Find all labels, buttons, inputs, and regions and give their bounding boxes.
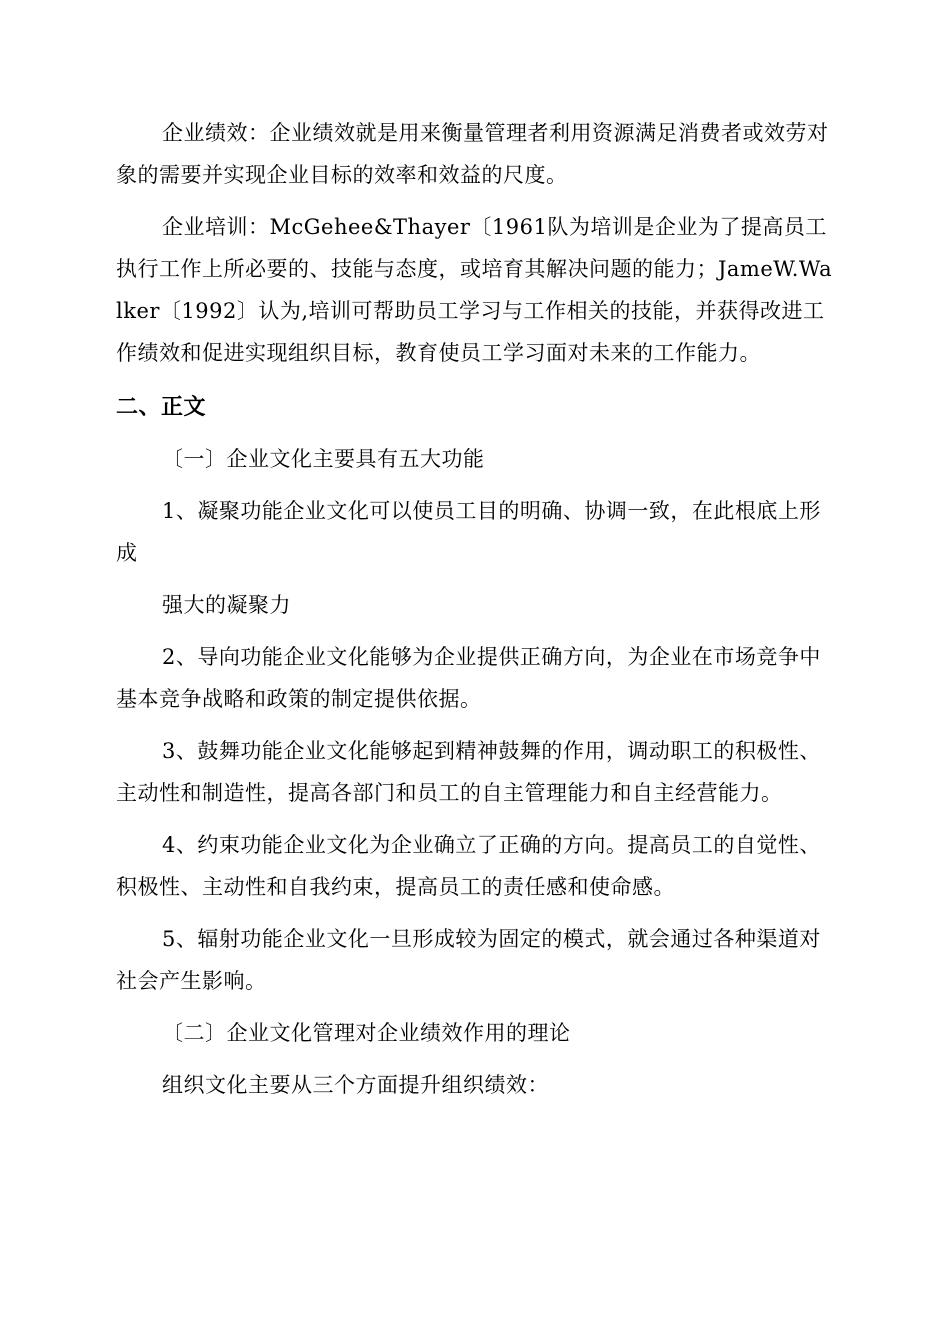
paragraph-enterprise-performance: 企业绩效：企业绩效就是用来衡量管理者利用资源满足消费者或效劳对象的需要并实现企业目标的效率和效益的尺度。 [116,121,829,187]
paragraph-three-aspects: 组织文化主要从三个方面提升组织绩效： [162,1073,549,1097]
subheading-culture-management-theory: 〔二〕企业文化管理对企业绩效作用的理论 [162,1021,571,1045]
list-item-encouragement: 3、鼓舞功能企业文化能够起到精神鼓舞的作用，调动职工的积极性、主动性和制造性，提高各部门和员工的自主管理能力和自主经营能力。 [116,739,821,805]
document-page [116,112,836,1106]
list-item-constraint: 4、约束功能企业文化为企业确立了正确的方向。提高员工的自觉性、积极性、主动性和自我约束，提高员工的责任感和使命感。 [116,833,821,899]
subheading-five-functions: 〔一〕企业文化主要具有五大功能 [162,447,485,471]
paragraph-enterprise-training: 企业培训：McGehee&Thayer〔1961队为培训是企业为了提高员工执行工作上所必要的、技能与态度，或培育其解决问题的能力；JameW.Walker〔1992〕认为,培训可帮助员工学习与工作相关的技能，并获得改进工作绩效和促进实现组织目标，教育使员工学习面对未来的工作能力。 [116,215,833,365]
list-item-guidance: 2、导向功能企业文化能够为企业提供正确方向，为企业在市场竞争中基本竞争战略和政策的制定提供依据。 [116,645,821,711]
section-heading-main-text: 二、正文 [116,394,207,420]
list-item-cohesion: 1、凝聚功能企业文化可以使员工目的明确、协调一致，在此根底上形成 [116,499,821,565]
list-item-radiation: 5、辐射功能企业文化一旦形成较为固定的模式，就会通过各种渠道对社会产生影响。 [116,927,821,993]
list-item-cohesion-continued: 强大的凝聚力 [162,593,291,617]
